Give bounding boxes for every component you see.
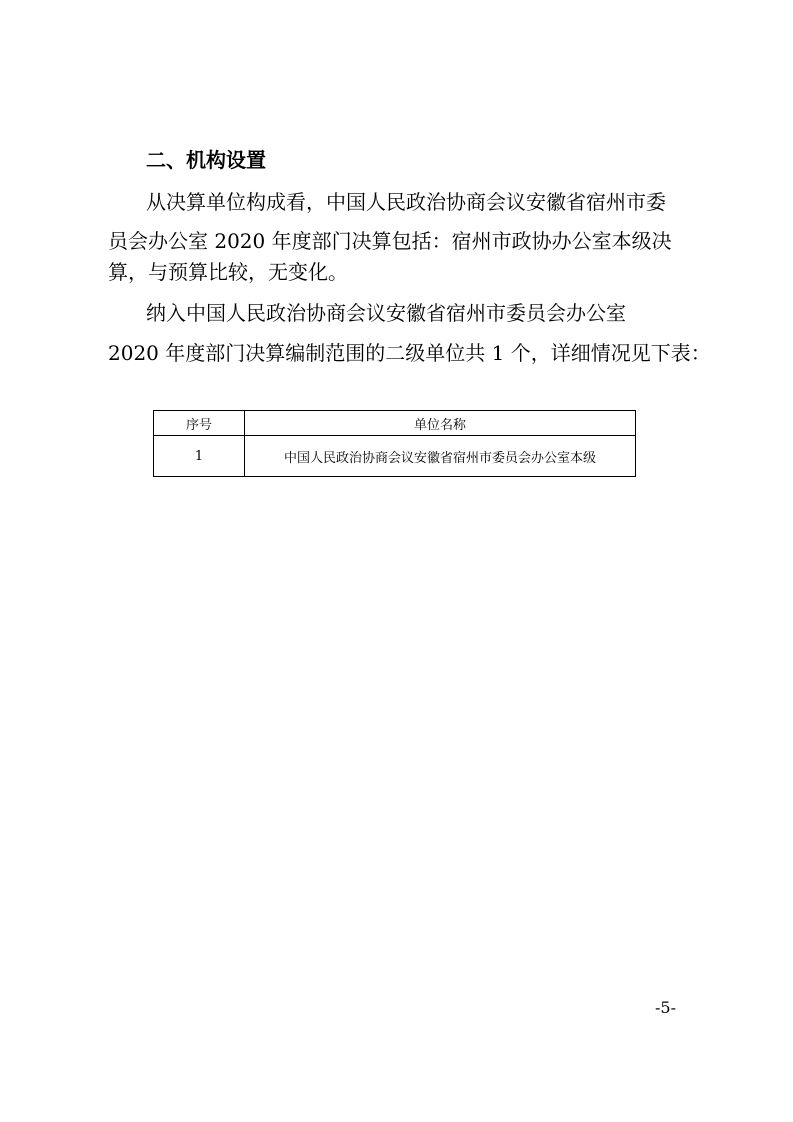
table-header-row (154, 411, 636, 436)
paragraph-1-line-1: 从决算单位构成看，中国人民政治协商会议安徽省宿州市委 (146, 190, 666, 214)
paragraph-1-line-2: 员会办公室 2020 年度部门决算包括：宿州市政协办公室本级决 (108, 229, 672, 253)
column-header-index: 序号 (154, 411, 245, 436)
table-row (154, 436, 636, 477)
table-cell-index: 1 (154, 436, 245, 477)
section-heading: 二、机构设置 (146, 148, 266, 172)
paragraph-1-line-3: 算，与预算比较，无变化。 (108, 260, 348, 284)
table-cell-unit-name: 中国人民政治协商会议安徽省宿州市委员会办公室本级 (245, 436, 636, 477)
paragraph-2-line-1: 纳入中国人民政治协商会议安徽省宿州市委员会办公室 (146, 301, 626, 325)
paragraph-2-line-2: 2020 年度部门决算编制范围的二级单位共 1 个，详细情况见下表： (108, 341, 711, 365)
column-header-unit-name: 单位名称 (245, 411, 636, 436)
page-number: -5- (655, 998, 676, 1017)
units-table (153, 410, 636, 477)
